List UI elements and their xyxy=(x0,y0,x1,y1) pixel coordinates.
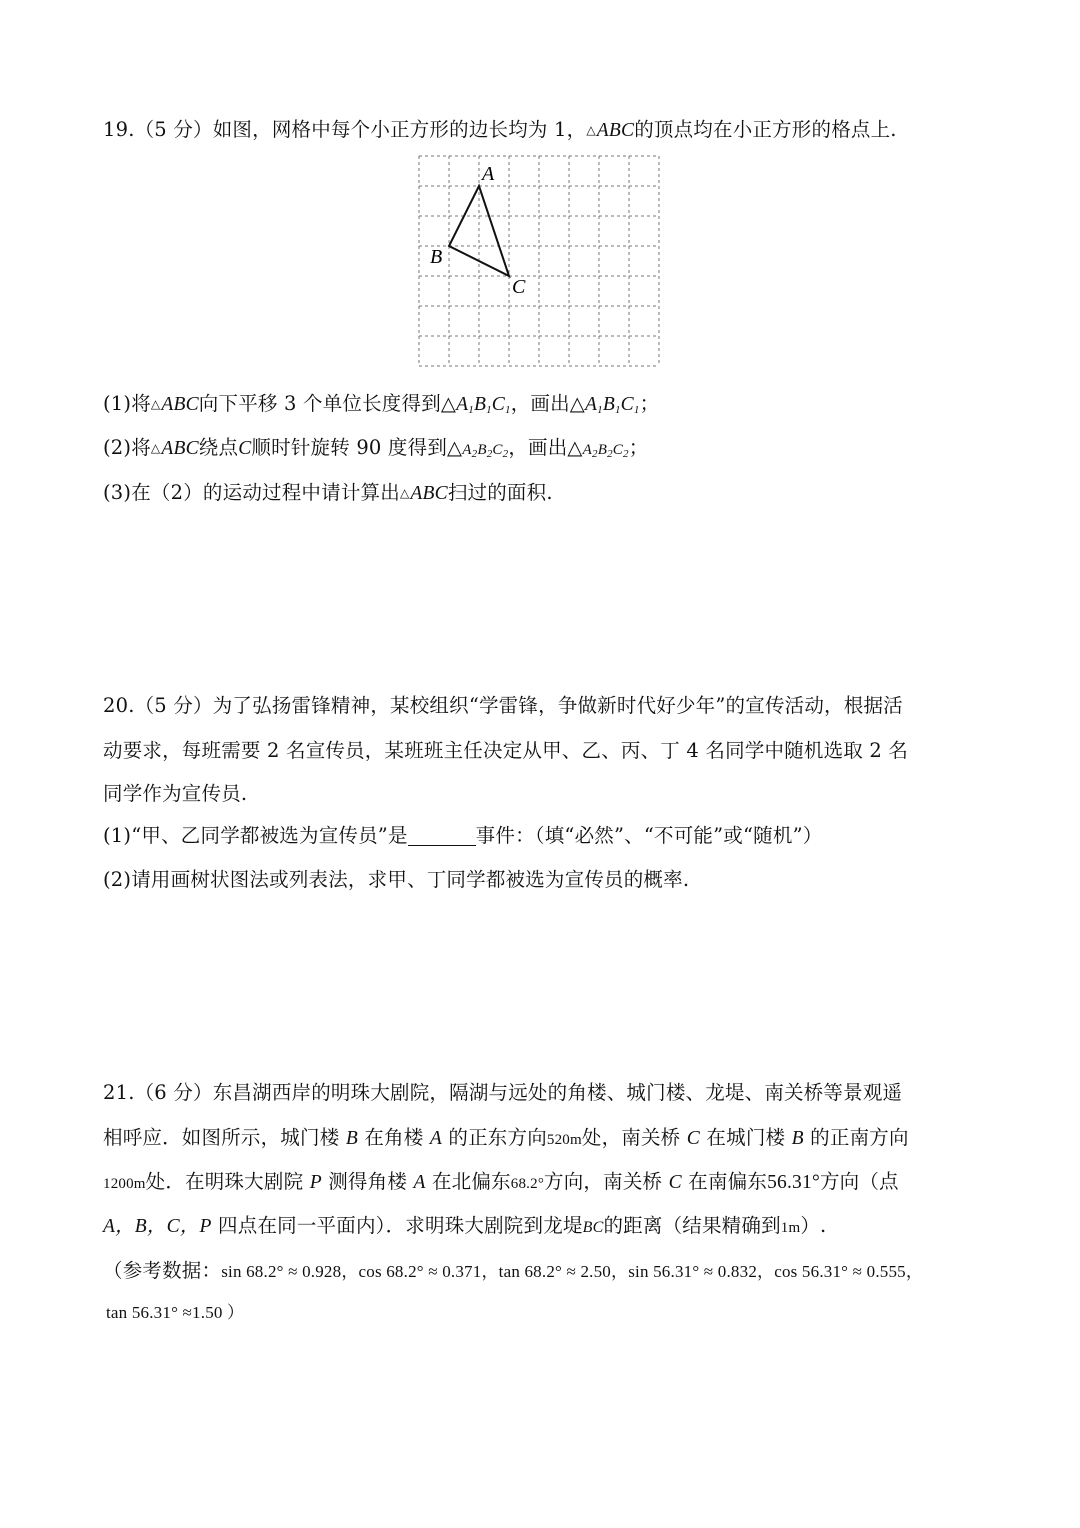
q21-line2 xyxy=(103,1122,909,1150)
distance-1200m: 1200m xyxy=(103,1176,146,1192)
a2b2c2-label: $A_2B_2C_2$ xyxy=(462,442,509,460)
point-c: C xyxy=(668,1172,682,1193)
a1b1c1-label: $A_1B_1C_1$ xyxy=(456,394,511,416)
points-list: A，B，C，P xyxy=(103,1216,212,1237)
segment-bc: BC xyxy=(582,1219,604,1236)
q20-part1-pre: (1)“甲、乙同学都被选为宣传员”是 xyxy=(103,824,408,847)
q19-stem xyxy=(103,114,897,142)
q20-line1: 20.（5 分）为了弘扬雷锋精神，某校组织“学雷锋，争做新时代好少年”的宣传活动，根据活 xyxy=(103,694,903,717)
point-p: P xyxy=(309,1172,322,1193)
point-a: A xyxy=(429,1128,442,1149)
distance-520m: 520m xyxy=(546,1132,582,1148)
q19-part2-end: ； xyxy=(628,436,649,459)
a2b2c2-label: $A_2B_2C_2$ xyxy=(582,442,629,460)
q19-part2-mid2: 顺时针旋转 90 度得到△ xyxy=(251,436,463,459)
vertex-label-b: B xyxy=(430,246,443,268)
q19-stem-post: 的顶点均在小正方形的格点上. xyxy=(634,118,897,141)
angle-68-2: 68.2° xyxy=(510,1176,545,1192)
q21-line1: 21.（6 分）东昌湖西岸的明珠大剧院，隔湖与远处的角楼、城门楼、龙堤、南关桥等景观遥 xyxy=(103,1081,903,1104)
text: 处，南关桥 xyxy=(581,1126,681,1149)
q19-part1-mid: 向下平移 3 个单位长度得到△ xyxy=(198,392,457,415)
abc-label: ABC xyxy=(161,394,199,415)
q19-stem-pre: 19.（5 分）如图，网格中每个小正方形的边长均为 1， xyxy=(103,118,587,141)
text: 处．在明珠大剧院 xyxy=(145,1170,304,1193)
q19-part2-pre: (2)将 xyxy=(103,436,151,459)
q19-part3-post: 扫过的面积. xyxy=(447,481,553,504)
q21-line4 xyxy=(103,1210,826,1238)
q19-part1-end: ； xyxy=(639,392,660,415)
q19-part1-pre: (1)将 xyxy=(103,392,151,415)
angle-56-31: 56.31° xyxy=(767,1172,820,1193)
q19-part3 xyxy=(103,477,553,505)
q21-reference-data-2 xyxy=(106,1298,244,1323)
reference-values: tan 56.31° ≈1.50 ） xyxy=(106,1303,245,1322)
unit-1m: 1m xyxy=(780,1220,801,1236)
q19-part2 xyxy=(103,432,648,460)
text: 方向，南关桥 xyxy=(544,1170,663,1193)
text: 在南偏东 xyxy=(688,1170,768,1193)
q19-part3-pre: (3)在（2）的运动过程中请计算出 xyxy=(103,481,400,504)
text: 方向（点 xyxy=(819,1170,899,1193)
q21-reference-data xyxy=(103,1255,923,1283)
q19-part2-mid3: ，画出△ xyxy=(508,436,583,459)
triangle-symbol: △ xyxy=(150,441,161,455)
q19-part1 xyxy=(103,388,659,416)
vertex-label-c: C xyxy=(512,276,526,298)
text: 在城门楼 xyxy=(706,1126,786,1149)
reference-values: sin 68.2° ≈ 0.928，cos 68.2° ≈ 0.371，tan 68.2° ≈ 2.50，sin 56.31° ≈ 0.832，cos 56.31° ≈ 0.555， xyxy=(221,1262,924,1281)
text: 在北偏东 xyxy=(431,1170,511,1193)
point-b: B xyxy=(345,1128,358,1149)
point-c-label: C xyxy=(238,438,252,459)
q21-line3 xyxy=(103,1166,899,1194)
q20-part2: (2)请用画树状图法或列表法，求甲、丁同学都被选为宣传员的概率. xyxy=(103,868,690,891)
text: 测得角楼 xyxy=(328,1170,408,1193)
text: 的正东方向 xyxy=(448,1126,547,1149)
text: 的正南方向 xyxy=(810,1126,909,1149)
a1b1c1-label: $A_1B_1C_1$ xyxy=(584,394,640,416)
q19-part1-mid2: ，画出△ xyxy=(510,392,585,415)
text: ）. xyxy=(800,1214,827,1237)
abc-label: ABC xyxy=(410,483,448,504)
grid-figure xyxy=(418,155,664,369)
answer-blank[interactable] xyxy=(408,825,476,846)
reference-label: （参考数据： xyxy=(103,1259,222,1282)
text: 的距离（结果精确到 xyxy=(603,1214,781,1237)
point-c: C xyxy=(686,1128,701,1149)
vertex-label-a: A xyxy=(482,163,495,185)
q20-part1-post: 事件：（填“必然”、“不可能”或“随机”） xyxy=(475,824,823,847)
point-b: B xyxy=(791,1128,804,1149)
q20-part1 xyxy=(103,820,822,848)
abc-label: ABC xyxy=(596,120,635,141)
q19-part2-mid: 绕点 xyxy=(198,436,239,459)
triangle-symbol: △ xyxy=(586,123,596,137)
q20-line3: 同学作为宣传员. xyxy=(103,782,248,805)
triangle-symbol: △ xyxy=(150,397,161,411)
point-a: A xyxy=(413,1172,426,1193)
text: 四点在同一平面内）．求明珠大剧院到龙堤 xyxy=(218,1214,583,1237)
triangle-symbol: △ xyxy=(399,486,410,500)
abc-label: ABC xyxy=(161,438,199,459)
text: 在角楼 xyxy=(364,1126,424,1149)
q20-line2: 动要求，每班需要 2 名宣传员，某班班主任决定从甲、乙、丙、丁 4 名同学中随机选取 2 名 xyxy=(103,739,909,762)
text: 相呼应．如图所示，城门楼 xyxy=(103,1126,340,1149)
